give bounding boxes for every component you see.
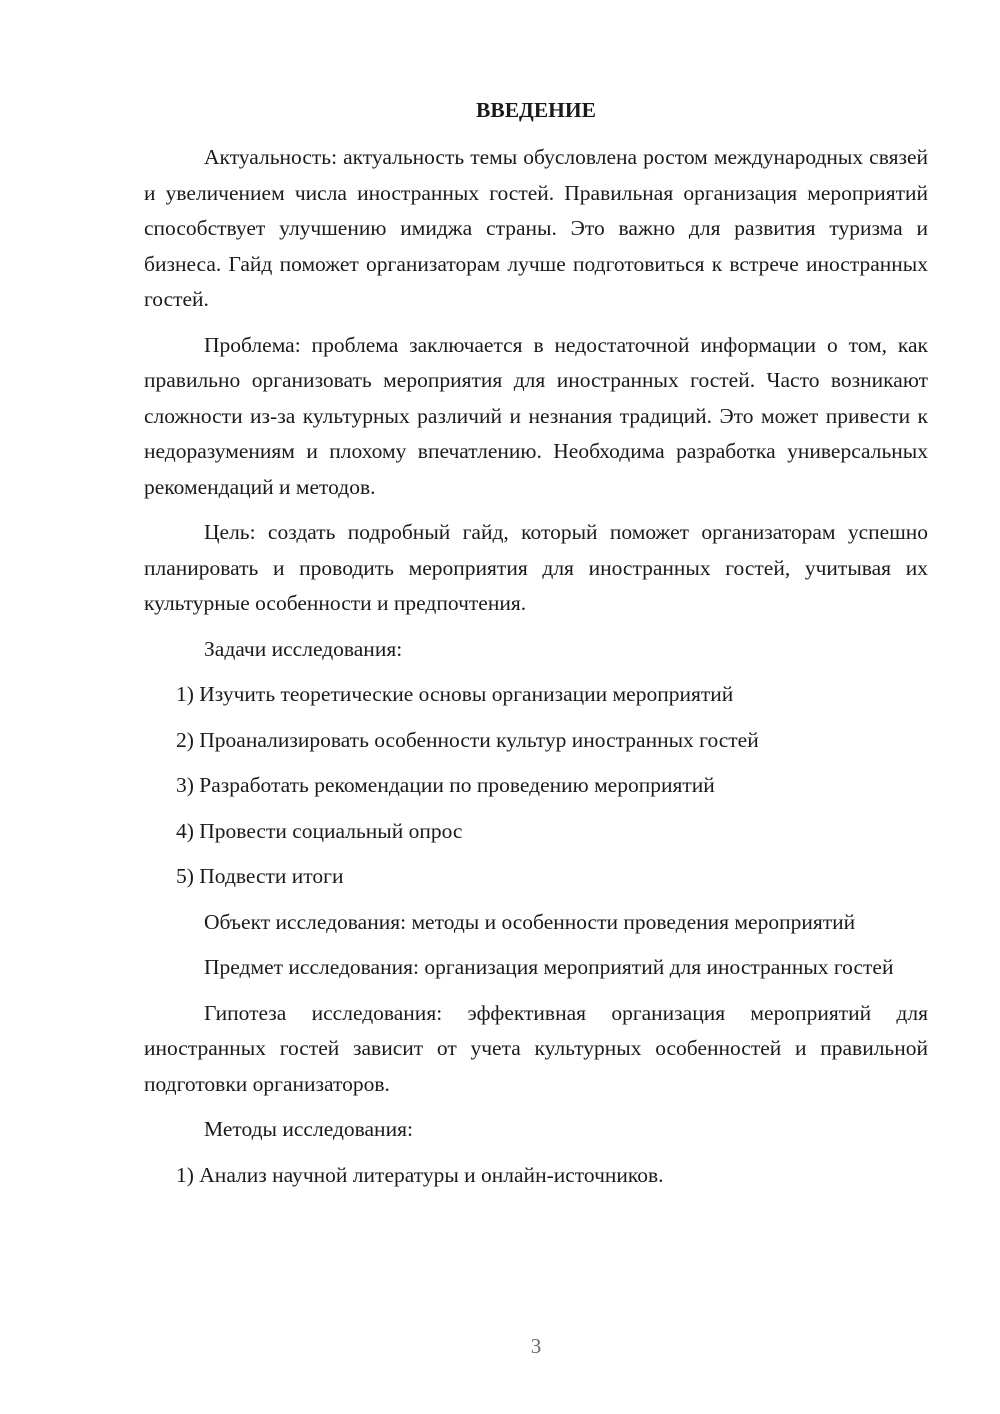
section-title: ВВЕДЕНИЕ <box>476 98 596 122</box>
task-item: 2) Проанализировать особенности культур иностранных гостей <box>176 727 759 752</box>
paragraph-object: Объект исследования: методы и особенности проведения мероприятий <box>204 909 856 934</box>
task-item: 4) Провести социальный опрос <box>176 818 463 843</box>
tasks-heading: Задачи исследования: <box>204 636 403 661</box>
tasks-list <box>144 677 928 895</box>
methods-heading: Методы исследования: <box>204 1117 413 1141</box>
paragraph-relevance: Актуальность: актуальность темы обусловлена ростом международных связей и увеличением числа иностранных гостей. Правильная организация мероприятий способствует улучшению имиджа страны. Это важно для развития туризма и бизнеса. Гайд поможет организаторам лучше подготовиться к встрече иностранных гостей. <box>144 145 928 311</box>
paragraph-hypothesis: Гипотеза исследования: эффективная организация мероприятий для иностранных гостей зависит от учета культурных особенностей и правильной подготовки организаторов. <box>144 1000 928 1096</box>
document-page <box>144 93 928 1203</box>
page-number: 3 <box>530 1334 542 1358</box>
paragraph-problem: Проблема: проблема заключается в недостаточной информации о том, как правильно организовать мероприятия для иностранных гостей. Часто возникают сложности из-за культурных различий и незнания традиций. Это может привести к недоразумениям и плохому впечатлению. Необходима разработка универсальных рекомендаций и методов. <box>144 332 928 499</box>
task-item: 1) Изучить теоретические основы организации мероприятий <box>176 682 734 706</box>
task-item: 5) Подвести итоги <box>176 864 344 888</box>
paragraph-subject: Предмет исследования: организация мероприятий для иностранных гостей <box>204 955 894 979</box>
task-item: 3) Разработать рекомендации по проведению мероприятий <box>176 773 715 797</box>
methods-list <box>144 1158 928 1194</box>
method-item: 1) Анализ научной литературы и онлайн-источников. <box>176 1162 664 1187</box>
paragraph-goal: Цель: создать подробный гайд, который поможет организаторам успешно планировать и проводить мероприятия для иностранных гостей, учитывая их культурные особенности и предпочтения. <box>144 520 928 615</box>
